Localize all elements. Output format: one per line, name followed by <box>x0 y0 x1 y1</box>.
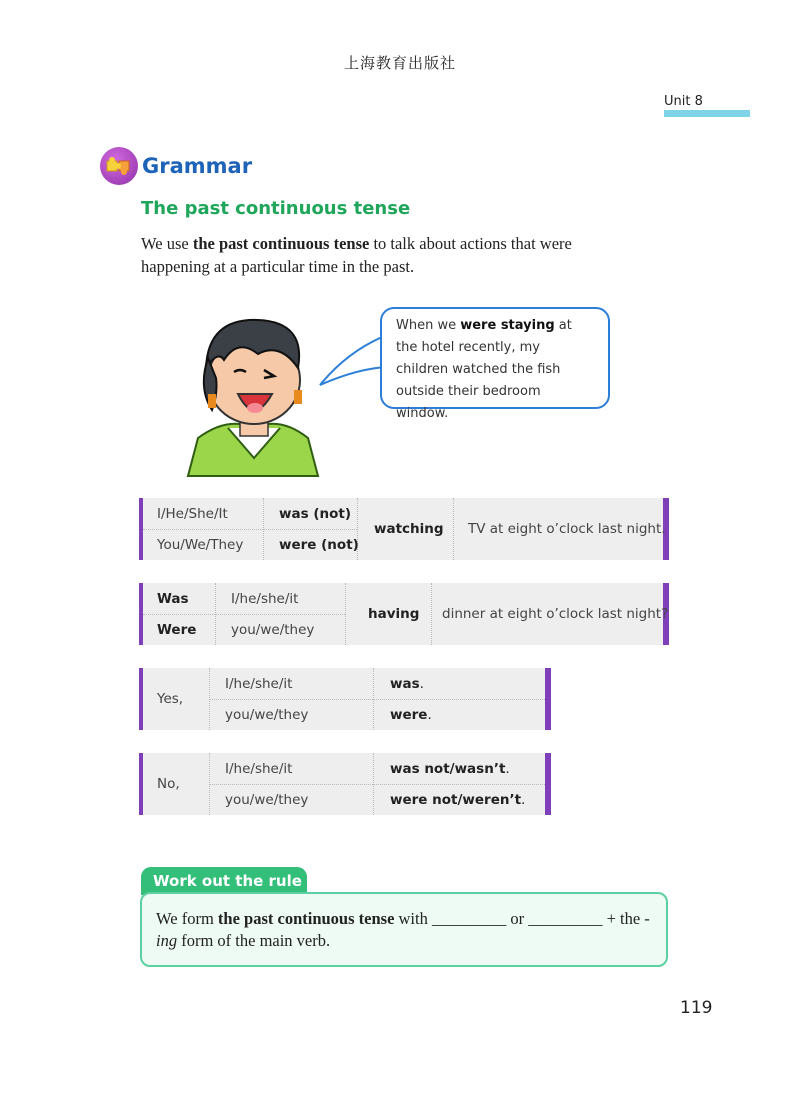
short-answer-yes-table <box>139 668 551 730</box>
table-cell: Was <box>157 590 189 607</box>
speech-bubble-tail <box>316 333 388 389</box>
table-cell: I/he/she/it <box>231 590 299 607</box>
speech-bubble <box>380 307 610 421</box>
short-answer-no-table <box>139 753 551 815</box>
table-cell: I/he/she/it <box>225 675 293 692</box>
rule-post: form of the main verb. <box>177 931 331 950</box>
table-cell: Yes, <box>157 691 184 707</box>
bubble-pre: When we <box>396 318 461 333</box>
table-cell: dinner at eight o’clock last night? <box>442 606 669 622</box>
rule-tab-label: Work out the rule <box>141 867 307 895</box>
verb-text: was not/wasn’t <box>390 760 506 777</box>
section-title: Grammar <box>142 154 253 178</box>
intro-pre: We use <box>141 234 193 253</box>
intro-paragraph <box>141 232 621 278</box>
grammar-heading <box>100 146 252 186</box>
rule-box <box>140 892 668 967</box>
col-divider <box>431 583 432 645</box>
punct: . <box>427 706 432 723</box>
rule-bold: the past continuous tense <box>217 909 395 928</box>
table-cell <box>390 784 525 815</box>
punct: . <box>419 675 424 692</box>
table-cell: TV at eight o’clock last night. <box>468 521 666 537</box>
puzzle-icon <box>100 147 138 185</box>
bubble-post: at the hotel recently, my children watched the fish outside their bedroom window. <box>396 318 572 421</box>
rule-mid: with _________ or _________ + the - <box>394 909 650 928</box>
verb-text: were <box>390 706 428 723</box>
table-cell: having <box>368 606 420 622</box>
table-left-bar <box>139 753 143 815</box>
speech-bubble-text <box>396 315 594 425</box>
question-table <box>139 583 669 645</box>
table-cell <box>390 753 510 784</box>
intro-bold: the past continuous tense <box>192 234 370 253</box>
table-cell: No, <box>157 776 180 792</box>
page-number: 119 <box>680 998 713 1018</box>
unit-label: Unit 8 <box>664 94 703 109</box>
bubble-bold: were staying <box>460 318 555 333</box>
punct: . <box>521 791 526 808</box>
table-left-bar <box>139 668 143 730</box>
rule-pre: We form <box>156 909 218 928</box>
table-right-bar <box>545 668 551 730</box>
punct: . <box>505 760 510 777</box>
col-divider <box>345 583 346 645</box>
statement-table <box>139 498 669 560</box>
table-cell: was (not) <box>279 505 351 522</box>
intro-post: to talk about actions that were happening at a particular time in the past. <box>141 234 572 276</box>
rule-italic: ing <box>156 931 178 950</box>
table-cell: Were <box>157 621 197 638</box>
table-cell <box>390 699 432 730</box>
table-cell <box>390 668 424 699</box>
col-divider <box>453 498 454 560</box>
table-cell: You/We/They <box>157 536 244 553</box>
table-cell: watching <box>374 521 444 537</box>
table-cell: I/he/she/it <box>225 760 293 777</box>
table-cell: you/we/they <box>225 706 309 723</box>
table-cell: were (not) <box>279 536 359 553</box>
unit-bar <box>664 110 750 117</box>
rule-text <box>156 908 652 952</box>
table-right-bar <box>545 753 551 815</box>
table-cell: I/He/She/It <box>157 505 228 522</box>
verb-text: were not/weren’t <box>390 791 522 808</box>
cartoon-woman-illustration <box>168 298 340 478</box>
section-subtitle: The past continuous tense <box>141 198 411 219</box>
verb-text: was <box>390 675 420 692</box>
table-cell: you/we/they <box>231 621 315 638</box>
publisher-name: 上海教育出版社 <box>343 54 456 72</box>
table-cell: you/we/they <box>225 791 309 808</box>
